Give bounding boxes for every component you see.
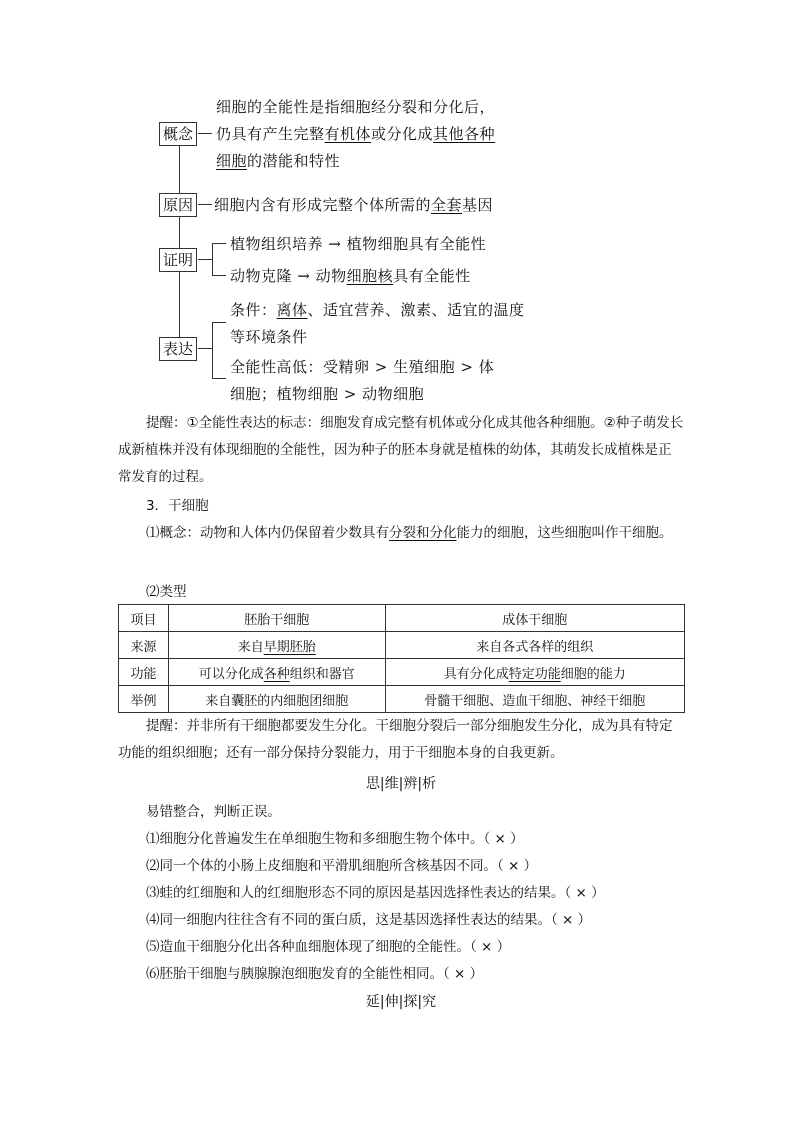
expression-bracket-bottom <box>212 378 226 379</box>
expression-line-1: 条件：离体、适宜营养、激素、适宜的温度 <box>230 301 525 319</box>
expression-bracket-v <box>212 322 213 378</box>
list-item: ⑴细胞分化普遍发生在单细胞生物和多细胞生物个体中。（ × ） <box>146 831 524 847</box>
expression-label-box <box>159 337 197 361</box>
reason-connector <box>198 204 212 205</box>
proof-line-2: 动物克隆 → 动物细胞核具有全能性 <box>230 267 471 285</box>
concept-label-box <box>159 122 197 146</box>
table-cell: 来自早期胚胎 <box>168 632 385 659</box>
section-title-thinking: 思|维|辨|析 <box>365 776 437 792</box>
table-cell-item: 来源 <box>119 632 169 659</box>
diagram-trunk <box>179 143 180 348</box>
table-row <box>119 659 685 686</box>
tip-paragraph-1: 提醒：①全能性表达的标志：细胞发育成完整有机体或分化成其他各种细胞。②种子萌发长成新植株并没有体现细胞的全能性，因为种子的胚本身就是植株的幼体，其萌发长成植株是正常发育的过程。 <box>118 415 684 485</box>
table-cell: 可以分化成各种组织和器官 <box>168 659 385 686</box>
list-item: ⑹胚胎干细胞与胰腺腺泡细胞发育的全能性相同。（ × ） <box>146 966 484 982</box>
table-cell: 骨髓干细胞、造血干细胞、神经干细胞 <box>385 686 684 713</box>
concept-connector <box>198 133 212 134</box>
section-title-extension: 延|伸|探|究 <box>365 994 437 1010</box>
expression-line-2: 等环境条件 <box>230 328 308 346</box>
list-item: ⑸造血干细胞分化出各种血细胞体现了细胞的全能性。（ × ） <box>146 939 511 955</box>
stem-cell-concept: ⑴概念：动物和人体内仍保留着少数具有分裂和分化能力的细胞，这些细胞叫作干细胞。 <box>146 525 673 541</box>
section-heading-stem-cells: 3．干细胞 <box>146 498 209 514</box>
proof-bracket-mid <box>198 259 212 260</box>
proof-bracket-bottom <box>212 275 226 276</box>
reason-label-box <box>159 193 197 217</box>
expression-line-3: 全能性高低：受精卵 > 生殖细胞 > 体 <box>230 358 495 376</box>
table-header: 胚胎干细胞 <box>168 605 385 632</box>
table-cell: 来自各式各样的组织 <box>385 632 684 659</box>
proof-bracket-v <box>212 243 213 275</box>
expression-bracket-mid <box>198 348 212 349</box>
table-header: 项目 <box>119 605 169 632</box>
concept-line-1: 细胞的全能性是指细胞经分裂和分化后， <box>216 98 496 116</box>
concept-line-2: 仍具有产生完整有机体或分化成其他各种 <box>216 125 496 143</box>
table-header: 成体干细胞 <box>385 605 684 632</box>
list-item: ⑷同一细胞内往往含有不同的蛋白质，这是基因选择性表达的结果。（ × ） <box>146 912 592 928</box>
expression-line-4: 细胞；植物细胞 > 动物细胞 <box>230 385 425 403</box>
proof-line-1: 植物组织培养 → 植物细胞具有全能性 <box>230 235 487 253</box>
table-cell-item: 功能 <box>119 659 169 686</box>
concept-line-3: 细胞的潜能和特性 <box>216 152 341 170</box>
expression-bracket-top <box>212 322 226 323</box>
table-cell: 具有分化成特定功能细胞的能力 <box>385 659 684 686</box>
proof-label: 证明 <box>163 251 194 269</box>
list-item: ⑵同一个体的小肠上皮细胞和平滑肌细胞所含核基因不同。（ × ） <box>146 858 538 874</box>
stem-cell-table <box>118 604 685 713</box>
table-cell-item: 举例 <box>119 686 169 713</box>
reason-text: 细胞内含有形成完整个体所需的全套基因 <box>214 196 494 214</box>
exercise-intro: 易错整合，判断正误。 <box>146 804 281 820</box>
tip-paragraph-2: 提醒：并非所有干细胞都要发生分化。干细胞分裂后一部分细胞发生分化，成为具有特定功能的组织细胞；还有一部分保持分裂能力，用于干细胞本身的自我更新。 <box>118 718 673 761</box>
table-row <box>119 632 685 659</box>
proof-label-box <box>159 248 197 272</box>
expression-label: 表达 <box>163 340 194 358</box>
table-header-row <box>119 605 685 632</box>
table-cell: 来自囊胚的内细胞团细胞 <box>168 686 385 713</box>
list-item: ⑶蛙的红细胞和人的红细胞形态不同的原因是基因选择性表达的结果。（ × ） <box>146 885 605 901</box>
concept-label: 概念 <box>163 125 194 143</box>
proof-bracket-top <box>212 243 226 244</box>
table-row <box>119 686 685 713</box>
reason-label: 原因 <box>163 196 194 214</box>
stem-cell-types-heading: ⑵类型 <box>146 584 187 600</box>
